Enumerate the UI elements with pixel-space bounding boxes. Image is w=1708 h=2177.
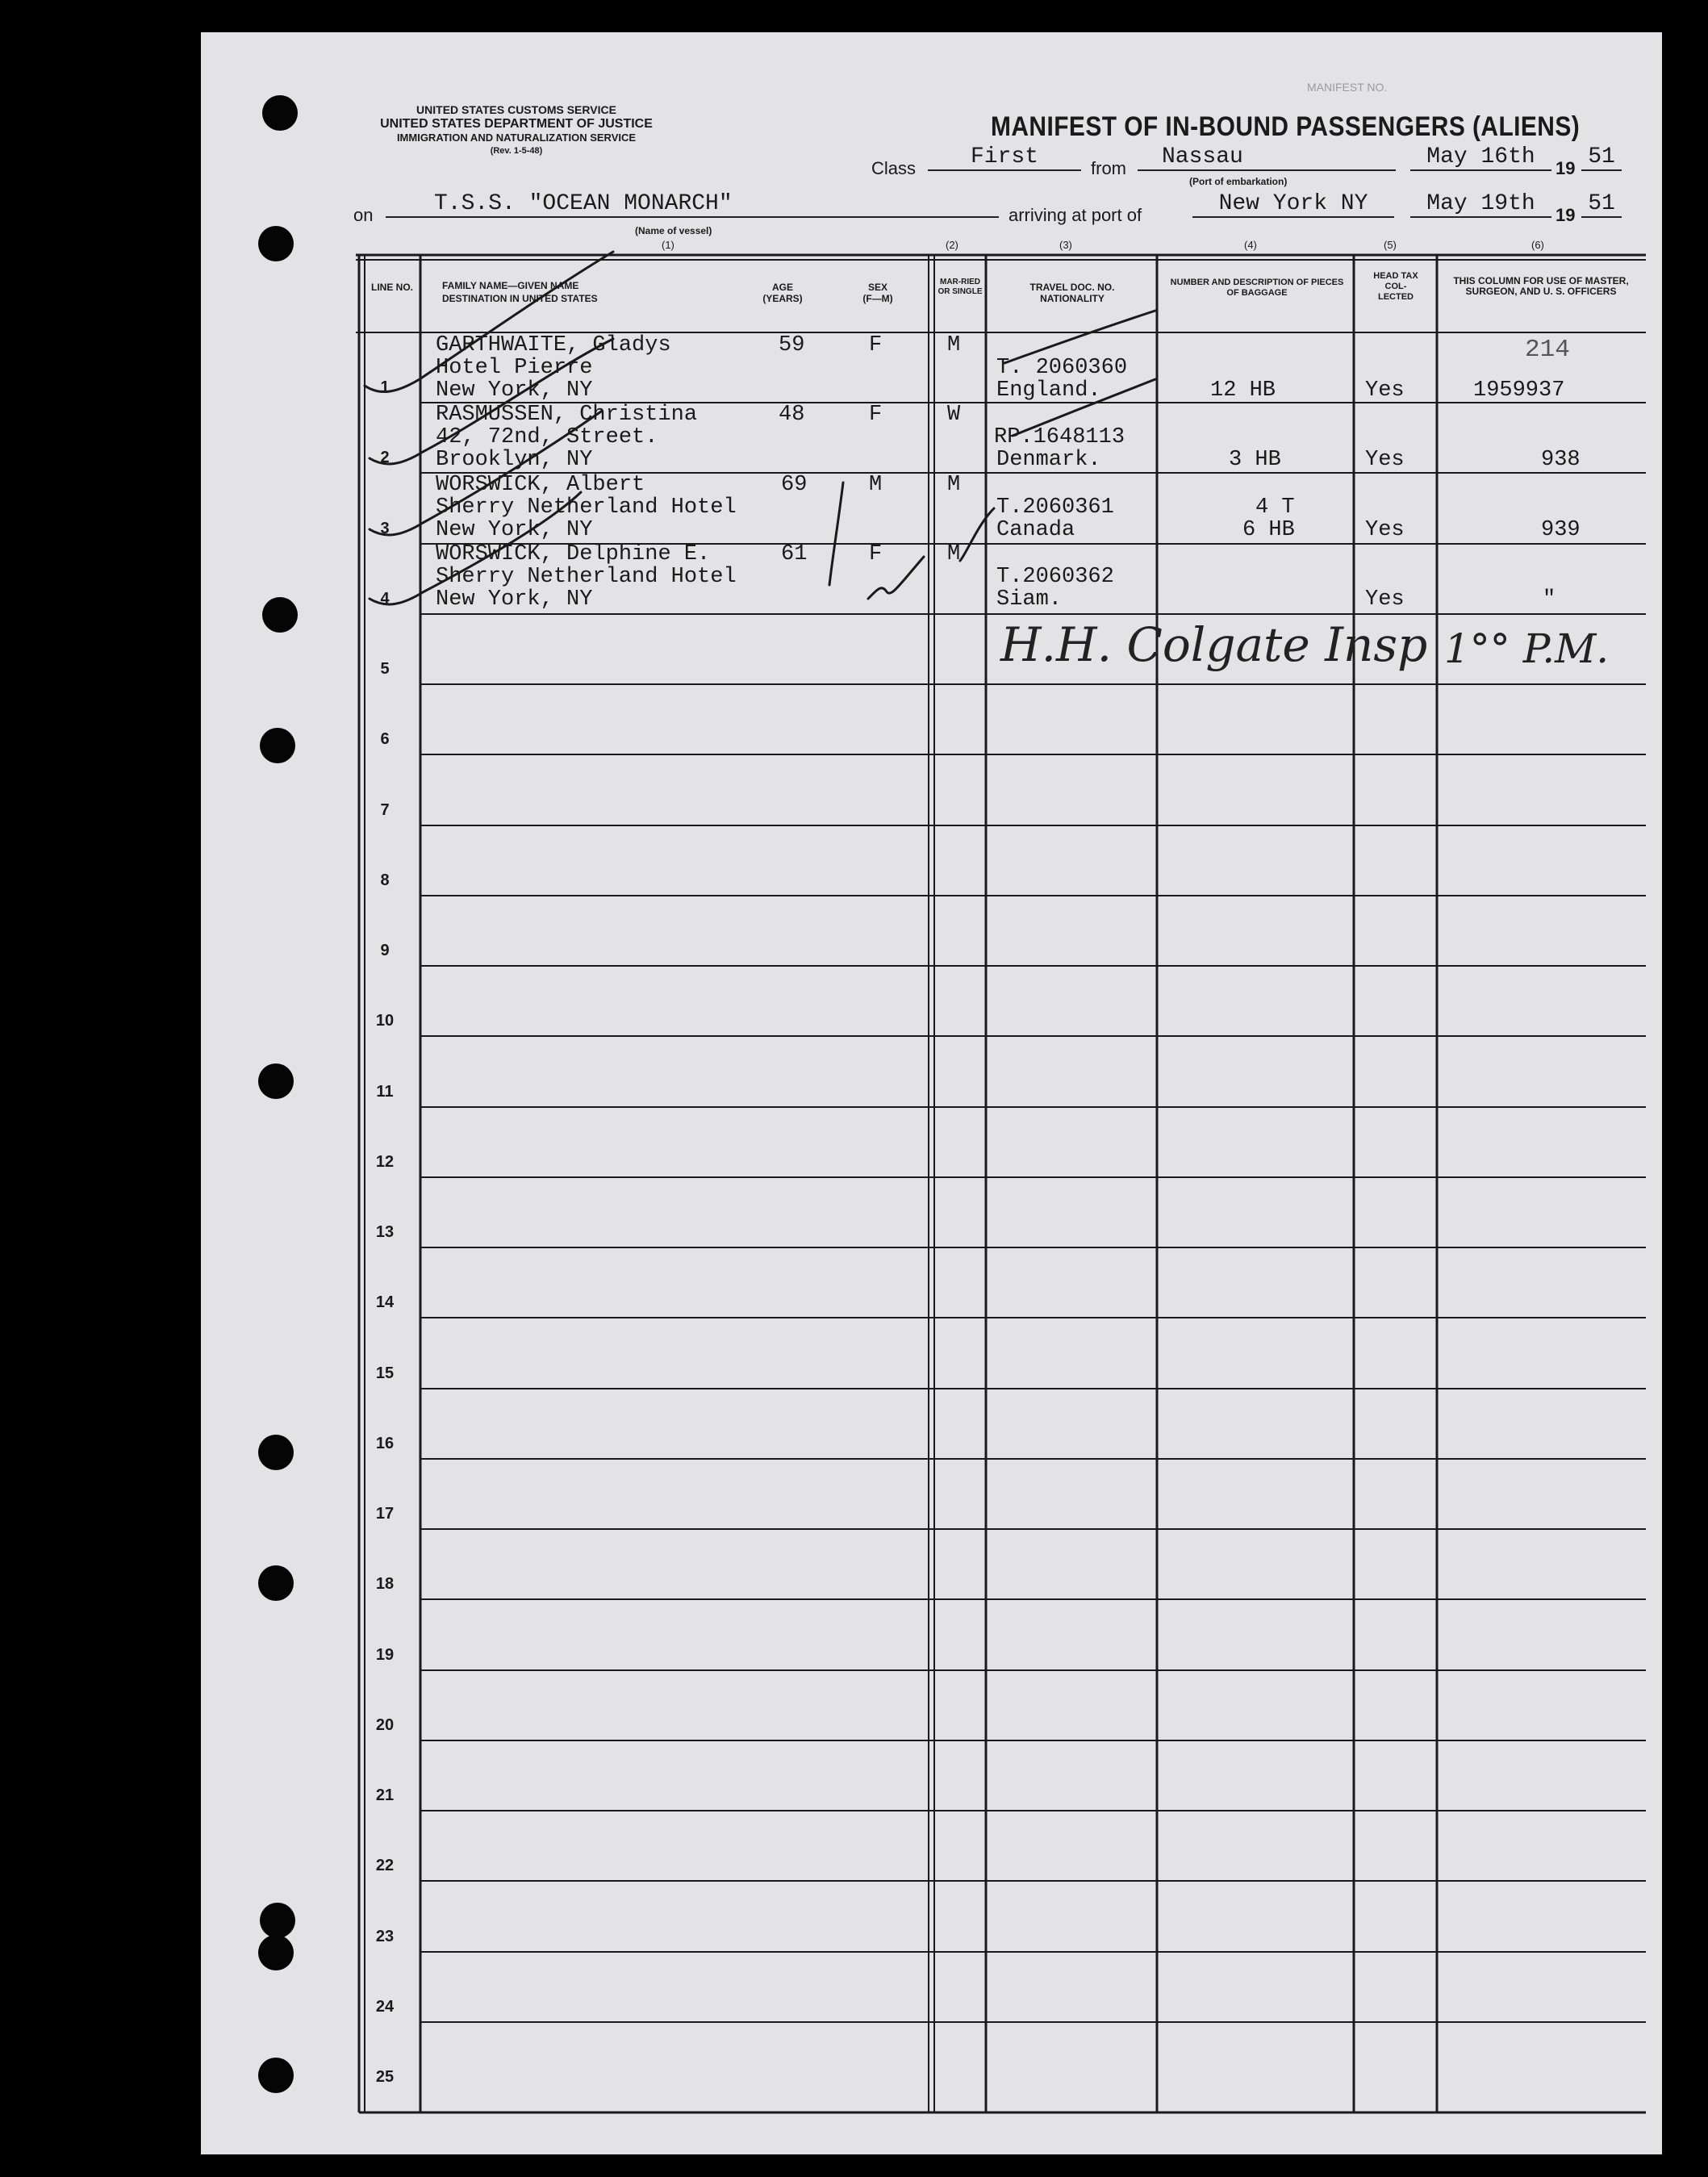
line-number: 4 [380, 590, 390, 608]
officer-note: 938 [1541, 448, 1581, 472]
from-value: Nassau [1138, 145, 1396, 171]
passenger-name: WORSWICK, Delphine E. [436, 542, 711, 566]
header-nationality: NATIONALITY [1040, 293, 1105, 304]
agency-customs: UNITED STATES CUSTOMS SERVICE [416, 103, 616, 116]
on-label: on [353, 205, 374, 225]
passenger-city: New York, NY [436, 518, 593, 542]
header-destination: DESTINATION IN UNITED STATES [442, 293, 598, 304]
passenger-age: 61 [781, 542, 808, 566]
line-number: 8 [380, 871, 390, 889]
passenger-head-tax: Yes [1365, 448, 1405, 472]
passenger-address: Sherry Netherland Hotel [436, 565, 737, 589]
passenger-head-tax: Yes [1365, 378, 1405, 403]
passenger-nationality: Denmark. [996, 448, 1101, 472]
passenger-address: 42, 72nd, Street. [436, 425, 658, 449]
col-number-6: (6) [1531, 239, 1544, 251]
officer-note-top: 214 [1525, 336, 1570, 364]
line-number: 25 [375, 2068, 395, 2086]
passenger-travel-doc: T. 2060360 [996, 356, 1128, 380]
passenger-name: GARTHWAITE, Gladys [436, 333, 671, 357]
col-number-2: (2) [946, 239, 958, 251]
manifest-number-label: MANIFEST NO. [1307, 81, 1388, 94]
header-sex: SEX [867, 282, 887, 293]
arrival-date: May 19th [1410, 192, 1551, 218]
col-number-5: (5) [1384, 239, 1397, 251]
passenger-travel-doc: RP.1648113 [994, 425, 1125, 449]
vessel-name: T.S.S. "OCEAN MONARCH" [386, 192, 999, 218]
line-number: 5 [380, 660, 390, 678]
class-label: Class [871, 158, 917, 178]
header-married: MAR-RIED OR SINGLE [938, 278, 983, 296]
passenger-marital: M [947, 473, 961, 497]
passenger-name: WORSWICK, Albert [436, 473, 645, 497]
passenger-city: Brooklyn, NY [436, 448, 593, 472]
col-number-4: (4) [1244, 239, 1257, 251]
passenger-marital: M [947, 542, 961, 566]
line-number: 10 [375, 1012, 395, 1030]
col-number-1: (1) [662, 239, 674, 251]
passenger-baggage-1: 4 T [1255, 495, 1295, 520]
header-baggage: NUMBER AND DESCRIPTION OF PIECES OF BAGGAGE [1170, 278, 1344, 298]
form-revision: (Rev. 1-5-48) [490, 146, 543, 156]
departure-date: May 16th [1410, 145, 1551, 171]
passenger-sex: F [869, 542, 883, 566]
line-number: 12 [375, 1153, 395, 1171]
passenger-nationality: Canada [996, 518, 1075, 542]
officer-note: " [1543, 587, 1556, 612]
passenger-city: New York, NY [436, 378, 593, 403]
passenger-baggage: 3 HB [1229, 448, 1281, 472]
header-age-sub: (YEARS) [762, 293, 803, 304]
agency-justice: UNITED STATES DEPARTMENT OF JUSTICE [380, 117, 653, 131]
line-number: 18 [375, 1575, 395, 1593]
year-1: 51 [1581, 145, 1622, 171]
line-number: 6 [380, 730, 390, 748]
officer-note: 939 [1541, 518, 1581, 542]
passenger-nationality: England. [996, 378, 1101, 403]
passenger-sex: F [869, 403, 883, 427]
passenger-baggage: 12 HB [1210, 378, 1276, 403]
year-prefix-1: 19 [1556, 158, 1576, 178]
port-caption: (Port of embarkation) [1189, 176, 1288, 187]
line-number: 16 [375, 1435, 395, 1452]
line-number: 9 [380, 942, 390, 959]
line-number: 23 [375, 1928, 395, 1945]
line-number: 13 [375, 1223, 395, 1241]
passenger-address: Hotel Pierre [436, 356, 593, 380]
passenger-marital: M [947, 333, 961, 357]
line-number: 3 [380, 520, 390, 537]
vessel-caption: (Name of vessel) [635, 225, 712, 236]
line-number: 11 [376, 1083, 394, 1101]
arriving-label: arriving at port of [1009, 205, 1142, 225]
line-number: 1 [380, 378, 390, 396]
passenger-nationality: Siam. [996, 587, 1063, 612]
year-prefix-2: 19 [1556, 205, 1576, 225]
year-2: 51 [1581, 192, 1622, 218]
passenger-name: RASMUSSEN, Christina [436, 403, 698, 427]
header-head-tax: HEAD TAX COL-LECTED [1373, 271, 1418, 302]
passenger-age: 48 [779, 403, 805, 427]
passenger-age: 69 [781, 473, 808, 497]
passenger-travel-doc: T.2060361 [996, 495, 1114, 520]
line-number: 15 [375, 1364, 395, 1382]
passenger-city: New York, NY [436, 587, 593, 612]
header-officers: THIS COLUMN FOR USE OF MASTER, SURGEON, AND U. S. OFFICERS [1453, 275, 1629, 297]
header-name: FAMILY NAME—GIVEN NAME [442, 280, 579, 291]
from-label: from [1091, 158, 1126, 178]
header-travel-doc: TRAVEL DOC. NO. [1029, 282, 1115, 293]
col-number-3: (3) [1059, 239, 1072, 251]
class-value: First [928, 145, 1081, 171]
passenger-marital: W [947, 403, 961, 427]
line-number: 24 [375, 1998, 395, 2016]
agency-ins: IMMIGRATION AND NATURALIZATION SERVICE [396, 132, 637, 144]
passenger-age: 59 [779, 333, 805, 357]
line-number: 17 [375, 1505, 395, 1523]
line-number: 22 [375, 1857, 395, 1874]
passenger-head-tax: Yes [1365, 518, 1405, 542]
passenger-baggage: 6 HB [1242, 518, 1295, 542]
passenger-head-tax: Yes [1365, 587, 1405, 612]
passenger-travel-doc: T.2060362 [996, 565, 1114, 589]
header-age: AGE [771, 282, 793, 293]
header-line-no: LINE NO. [370, 282, 413, 293]
line-number: 21 [375, 1786, 395, 1804]
officer-note: 1959937 [1473, 378, 1565, 403]
header-sex-sub: (F—M) [862, 293, 893, 304]
arrival-port: New York NY [1192, 192, 1394, 218]
line-number: 14 [375, 1293, 395, 1311]
line-number: 19 [375, 1646, 395, 1664]
manifest-title: MANIFEST OF IN-BOUND PASSENGERS (ALIENS) [991, 111, 1581, 142]
inspection-time: 1°° P.M. [1444, 625, 1610, 672]
passenger-sex: M [869, 473, 883, 497]
passenger-address: Sherry Netherland Hotel [436, 495, 737, 520]
line-number: 2 [380, 449, 390, 466]
inspector-signature: H.H. Colgate Insp [1000, 617, 1428, 672]
line-number: 20 [375, 1716, 395, 1734]
line-number: 7 [380, 801, 390, 819]
passenger-sex: F [869, 333, 883, 357]
